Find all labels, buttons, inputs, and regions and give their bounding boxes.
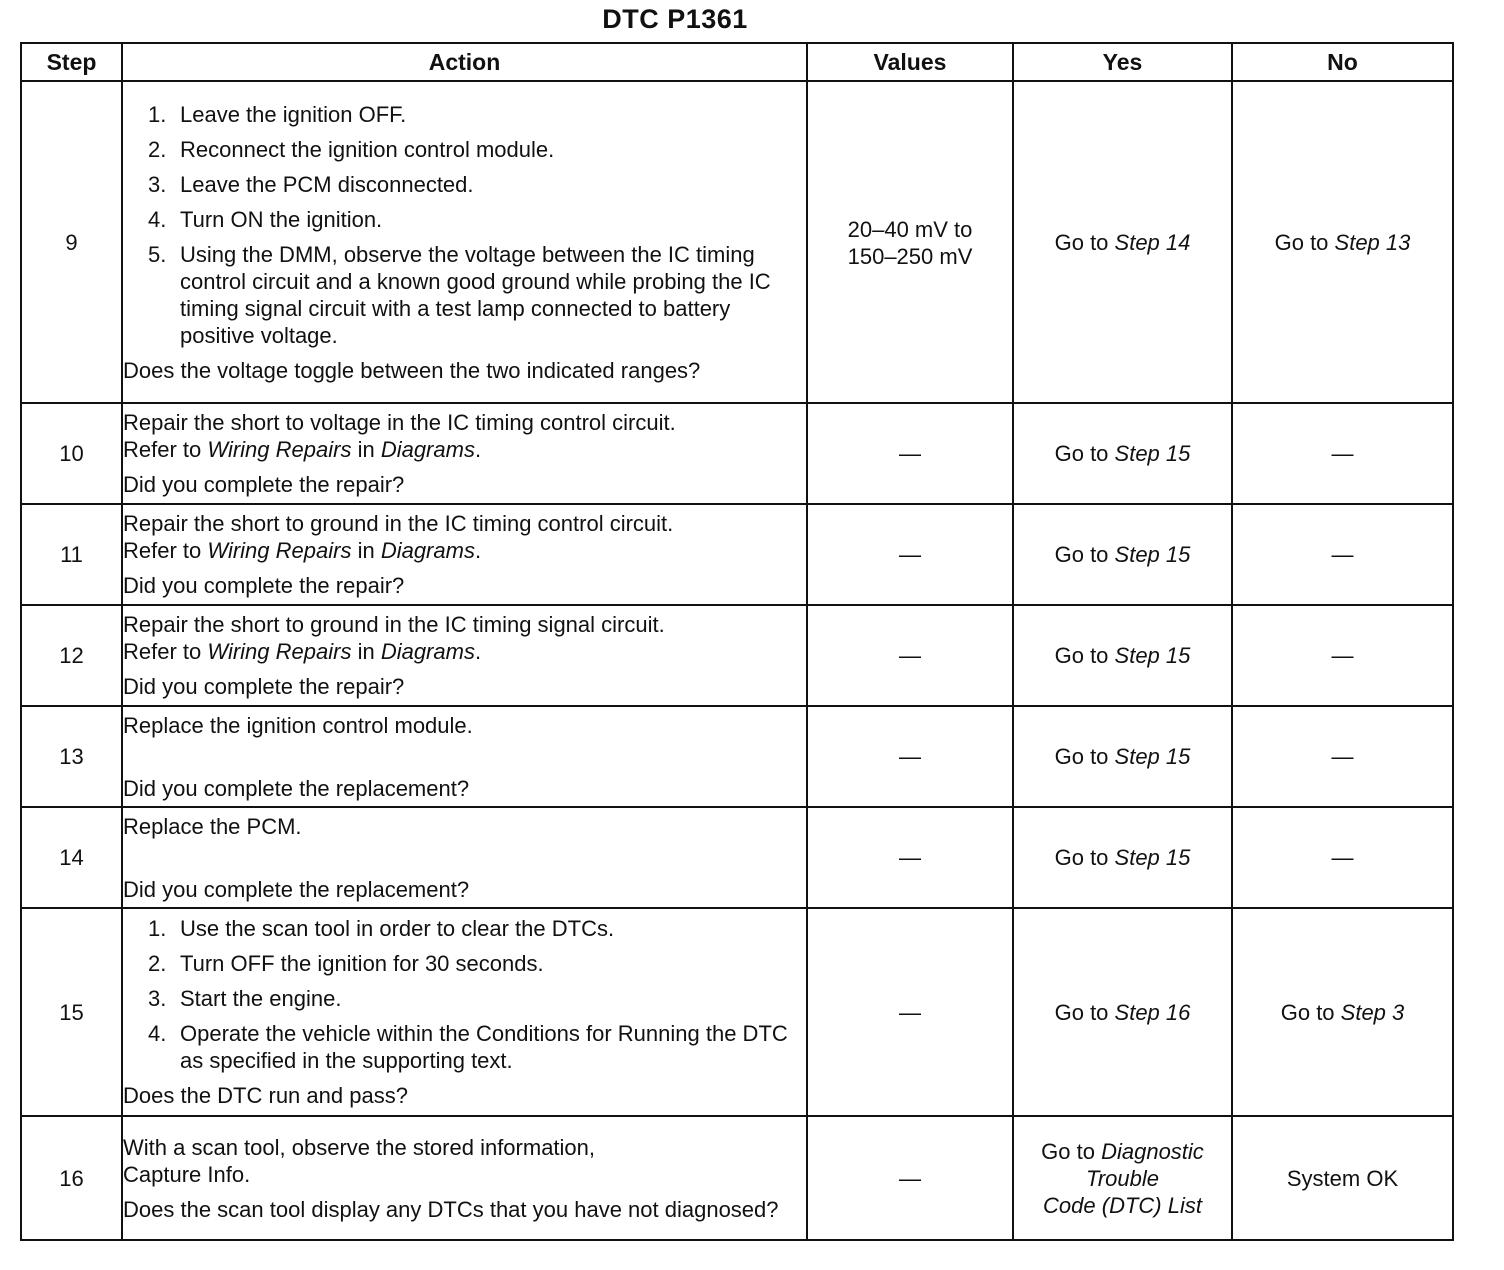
header-row bbox=[21, 43, 1453, 81]
list-item: 1. Leave the ignition OFF. bbox=[148, 101, 407, 127]
values-cell: — bbox=[807, 605, 1013, 706]
no-cell: System OK bbox=[1232, 1116, 1453, 1240]
action-question: Did you complete the repair? bbox=[123, 472, 405, 497]
no-cell: — bbox=[1232, 504, 1453, 605]
list-item: 5. Using the DMM, observe the voltage between the IC timing control circuit and a known good ground while probing the IC timing signal circuit with a test lamp connected to battery positive voltage. bbox=[148, 241, 771, 348]
list-item: 2. Turn OFF the ignition for 30 seconds. bbox=[148, 951, 544, 976]
table-row bbox=[21, 605, 1453, 706]
yes-cell: Go to Step 15 bbox=[1013, 504, 1232, 605]
yes-cell: Go to Step 15 bbox=[1013, 807, 1232, 908]
action-question: Did you complete the replacement? bbox=[123, 876, 470, 902]
action-cell: Replace the ignition control module. Did you complete the replacement? bbox=[122, 706, 807, 807]
no-cell: — bbox=[1232, 807, 1453, 908]
no-cell: Go to Step 13 bbox=[1232, 81, 1453, 403]
step-number: 10 bbox=[21, 403, 122, 504]
no-cell: — bbox=[1232, 403, 1453, 504]
header-step: Step bbox=[21, 43, 122, 81]
action-cell: Repair the short to ground in the IC timing signal circuit. Refer to Wiring Repairs in Diagrams. Did you complete the repair? bbox=[122, 605, 807, 706]
yes-cell: Go to Step 15 bbox=[1013, 706, 1232, 807]
table-row bbox=[21, 1116, 1453, 1240]
action-list bbox=[123, 101, 806, 349]
values-cell: — bbox=[807, 403, 1013, 504]
action-cell: Repair the short to voltage in the IC timing control circuit. Refer to Wiring Repairs in Diagrams. Did you complete the repair? bbox=[122, 403, 807, 504]
yes-cell: Go to Step 14 bbox=[1013, 81, 1232, 403]
header-values: Values bbox=[807, 43, 1013, 81]
page-title: DTC P1361 bbox=[602, 4, 748, 34]
values-cell: — bbox=[807, 1116, 1013, 1240]
list-item: 1. Use the scan tool in order to clear the DTCs. bbox=[148, 916, 615, 941]
values-cell: — bbox=[807, 706, 1013, 807]
values-cell: 20–40 mV to 150–250 mV bbox=[807, 81, 1013, 403]
action-cell bbox=[122, 81, 807, 403]
values-cell: — bbox=[807, 807, 1013, 908]
no-cell: — bbox=[1232, 605, 1453, 706]
table-row bbox=[21, 908, 1453, 1116]
step-number: 15 bbox=[21, 908, 122, 1116]
values-cell: — bbox=[807, 908, 1013, 1116]
list-item: 4. Operate the vehicle within the Conditions for Running the DTC as specified in the supporting text. bbox=[148, 1021, 788, 1073]
action-cell: Repair the short to ground in the IC timing control circuit. Refer to Wiring Repairs in Diagrams. Did you complete the repair? bbox=[122, 504, 807, 605]
action-list bbox=[123, 915, 806, 1074]
table-row bbox=[21, 504, 1453, 605]
list-item: 4. Turn ON the ignition. bbox=[148, 206, 383, 232]
action-question: Does the DTC run and pass? bbox=[123, 1083, 408, 1108]
table-row bbox=[21, 706, 1453, 807]
step-number: 16 bbox=[21, 1116, 122, 1240]
list-item: 3. Start the engine. bbox=[148, 986, 342, 1011]
action-question: Does the scan tool display any DTCs that you have not diagnosed? bbox=[123, 1196, 779, 1222]
list-item: 3. Leave the PCM disconnected. bbox=[148, 171, 474, 197]
header-action: Action bbox=[122, 43, 807, 81]
table-row bbox=[21, 807, 1453, 908]
header-no: No bbox=[1232, 43, 1453, 81]
action-question: Did you complete the repair? bbox=[123, 573, 405, 598]
yes-cell: Go to Step 15 bbox=[1013, 605, 1232, 706]
step-number: 13 bbox=[21, 706, 122, 807]
table-row bbox=[21, 403, 1453, 504]
action-question: Does the voltage toggle between the two indicated ranges? bbox=[123, 357, 701, 383]
step-number: 12 bbox=[21, 605, 122, 706]
header-yes: Yes bbox=[1013, 43, 1232, 81]
step-number: 9 bbox=[21, 81, 122, 403]
action-question: Did you complete the replacement? bbox=[123, 775, 470, 801]
diagnostic-table bbox=[20, 42, 1454, 1241]
yes-cell: Go to Step 16 bbox=[1013, 908, 1232, 1116]
list-item: 2. Reconnect the ignition control module. bbox=[148, 136, 555, 162]
yes-cell: Go to Step 15 bbox=[1013, 403, 1232, 504]
action-cell: With a scan tool, observe the stored information, Capture Info. Does the scan tool display any DTCs that you have not diagnosed? bbox=[122, 1116, 807, 1240]
yes-cell: Go to Diagnostic Trouble Code (DTC) List bbox=[1013, 1116, 1232, 1240]
action-cell: Replace the PCM. Did you complete the replacement? bbox=[122, 807, 807, 908]
step-number: 11 bbox=[21, 504, 122, 605]
values-cell: — bbox=[807, 504, 1013, 605]
step-number: 14 bbox=[21, 807, 122, 908]
table-row bbox=[21, 81, 1453, 403]
action-cell bbox=[122, 908, 807, 1116]
no-cell: Go to Step 3 bbox=[1232, 908, 1453, 1116]
action-question: Did you complete the repair? bbox=[123, 674, 405, 699]
no-cell: — bbox=[1232, 706, 1453, 807]
